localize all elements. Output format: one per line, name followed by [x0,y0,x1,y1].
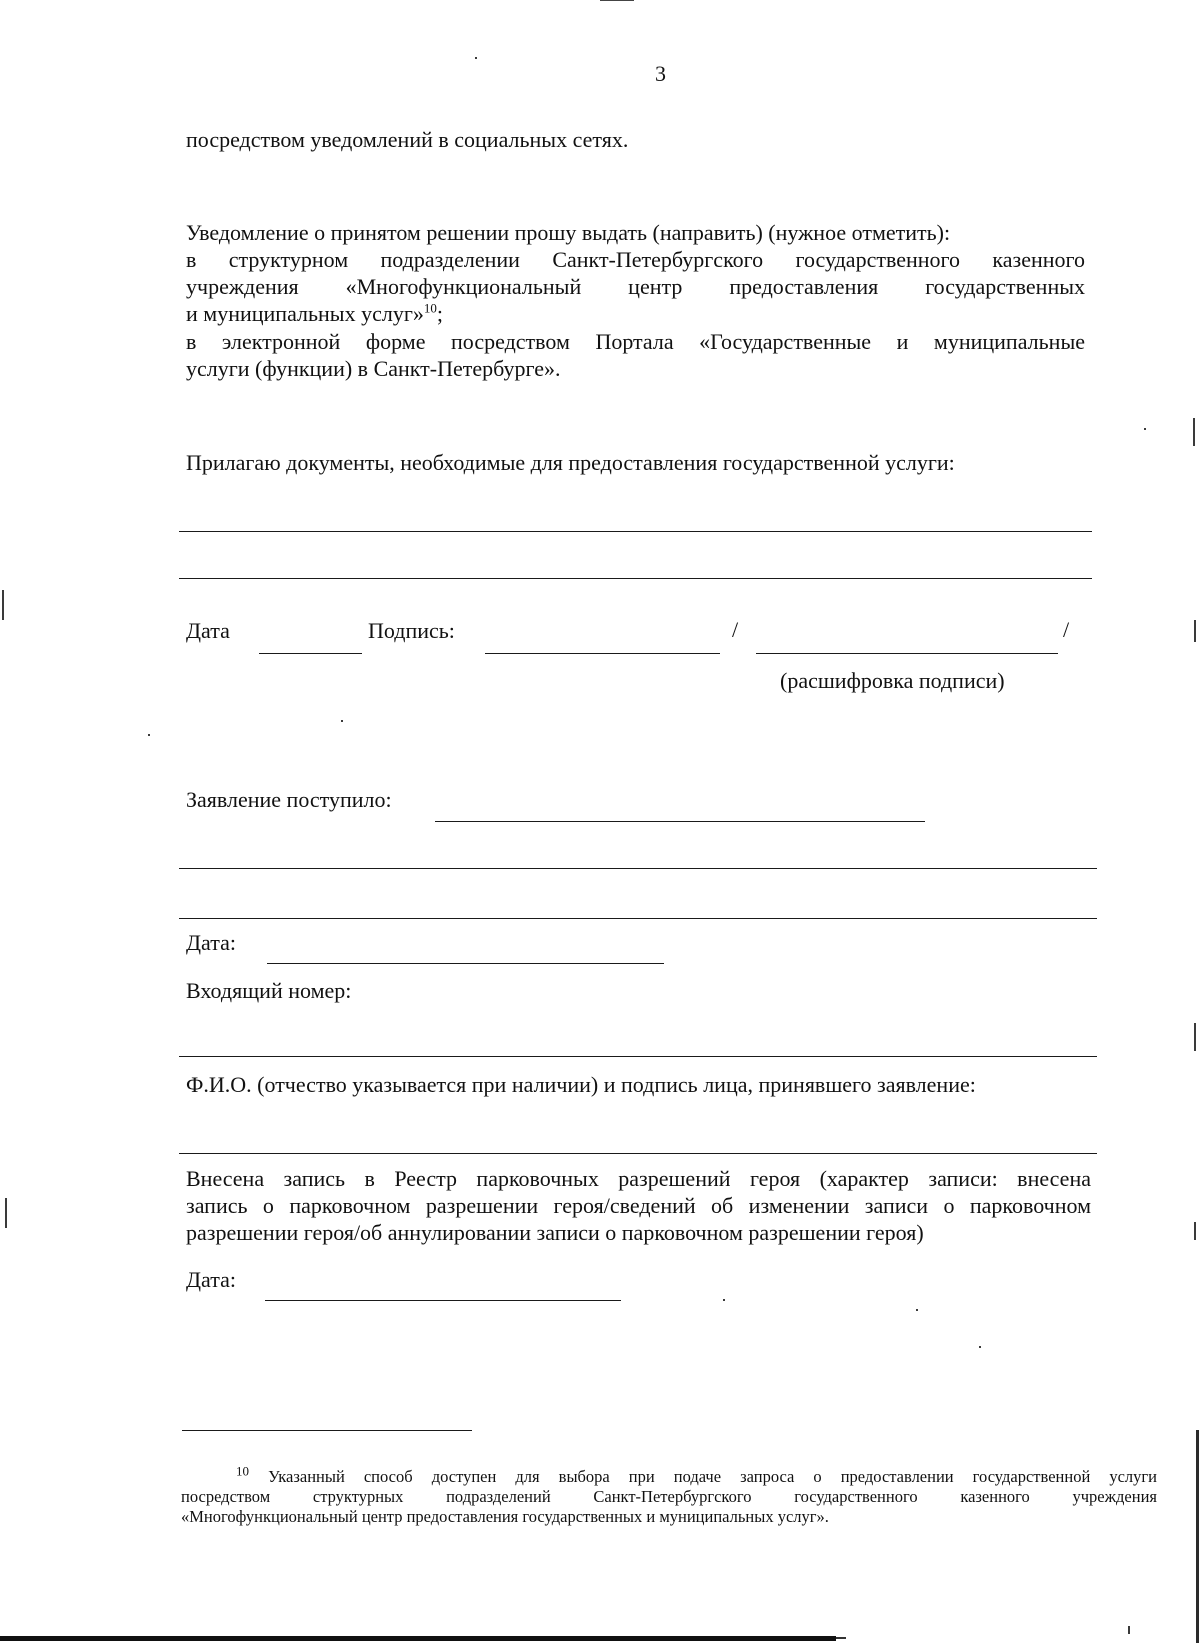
receipt-line-2 [179,918,1097,919]
signature-date-field [259,653,362,654]
attachments-line-2 [179,578,1092,579]
receipt-date-field [267,963,664,964]
scan-speck-8 [475,57,477,59]
incoming-number-field [179,1056,1097,1057]
right-scan-edge [1196,1430,1199,1643]
bottom-scan-bar [0,1636,836,1641]
registry-text-line3: разрешении героя/об аннулировании записи о парковочном разрешении героя) [186,1220,924,1245]
registry-text [186,1165,1091,1246]
scan-speck-12 [723,1299,725,1301]
scan-speck-4 [1194,1222,1196,1240]
signature-decoding-caption: (расшифровка подписи) [780,668,1005,693]
scan-speck-7 [1128,1626,1130,1634]
scan-speck-5 [2,590,4,620]
attachments-label: Прилагаю документы, необходимые для предоставления государственной услуги: [186,450,955,475]
scan-speck-9 [341,720,343,722]
signature-label: Подпись: [368,618,455,643]
receiver-field [179,1153,1097,1154]
intro-line: посредством уведомлений в социальных сетях. [186,127,629,152]
bottom-scan-bar-tail [836,1637,846,1639]
footnote-line3: «Многофункциональный центр предоставления государственных и муниципальных услуг». [181,1507,829,1526]
footnote-number: 10 [236,1463,249,1479]
page-number: 3 [655,61,666,86]
footnote-line2: посредством структурных подразделений Санкт-Петербургского государственного казенного учреждения [181,1487,1157,1506]
registry-date-field [265,1300,621,1301]
signature-date-label: Дата [186,618,230,643]
scan-speck-1 [1193,418,1195,446]
notification-option-mfc [186,246,1085,327]
notification-option-mfc-line2: учреждения «Многофункциональный центр предоставления государственных [186,274,1085,299]
signature-slash-1: / [732,617,739,642]
notification-option-portal-line1: в электронной форме посредством Портала «Государственные и муниципальные [186,329,1085,354]
scan-speck-10 [148,734,150,736]
notification-option-mfc-end: ; [436,301,443,326]
notification-option-mfc-line3 [186,300,1085,327]
registry-date-label: Дата: [186,1267,236,1292]
signature-decoding-field [756,653,1058,654]
registry-text-line1: Внесена запись в Реестр парковочных разрешений героя (характер записи: внесена [186,1166,1091,1191]
receipt-date-label: Дата: [186,930,236,955]
footnote-separator [182,1430,472,1431]
footnote-line1-text: Указанный способ доступен для выбора при подаче запроса о предоставлении государственной услуги [268,1467,1157,1486]
received-field [435,821,925,822]
scan-speck-14 [979,1346,981,1348]
top-scan-mark [600,0,634,1]
receiver-label: Ф.И.О. (отчество указывается при наличии) и подпись лица, принявшего заявление: [186,1072,976,1097]
notification-option-mfc-line1: в структурном подразделении Санкт-Петербургского государственного казенного [186,247,1085,272]
scan-speck-6 [5,1198,7,1228]
scan-speck-11 [1144,428,1146,430]
receipt-line-1 [179,868,1097,869]
scan-speck-3 [1194,1023,1196,1051]
notification-heading: Уведомление о принятом решении прошу выдать (направить) (нужное отметить): [186,220,951,245]
registry-text-line2: запись о парковочном разрешении героя/сведений об изменении записи о парковочном [186,1193,1091,1218]
footnote-line1 [181,1463,1157,1487]
attachments-line-1 [179,531,1092,532]
signature-field [485,653,720,654]
signature-slash-2: / [1063,617,1070,642]
footnote [181,1463,1157,1527]
footnote-reference: 10 [423,300,437,316]
scan-speck-2 [1194,620,1196,642]
notification-option-portal-line2: услуги (функции) в Санкт-Петербурге». [186,356,561,381]
notification-option-portal [186,328,1085,382]
incoming-number-label: Входящий номер: [186,978,352,1003]
received-label: Заявление поступило: [186,787,392,812]
notification-option-mfc-line3-text: и муниципальных услуг» [186,301,424,326]
scan-speck-13 [916,1309,918,1311]
